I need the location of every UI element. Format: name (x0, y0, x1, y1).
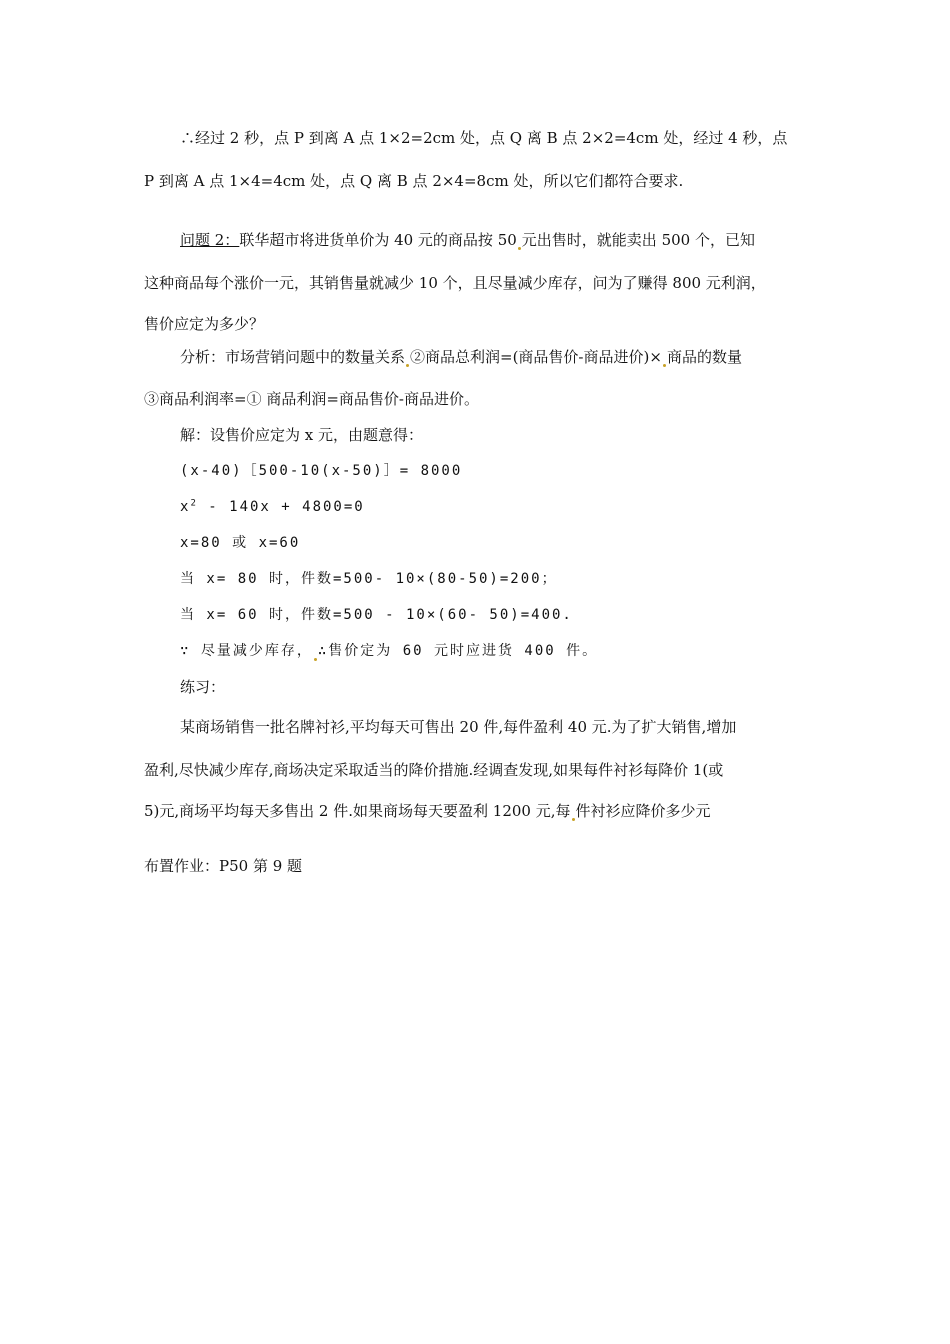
case-1: 当 x= 80 时，件数=500- 10×(80-50)=200； (180, 571, 558, 587)
para1-line2: P 到离 A 点 1×4=4cm 处，点 Q 离 B 点 2×4=8cm 处，所以它们都符合要求. (144, 172, 684, 190)
equation-2-base: x (180, 499, 191, 515)
equation-2 (180, 497, 365, 517)
practice-line2: 盈利,尽快减少库存,商场决定采取适当的降价措施.经调查发现,如果每件衬衫每降价 1(或 (144, 761, 724, 779)
marker-dot (663, 364, 666, 367)
homework: 布置作业：P50 第 9 题 (144, 857, 303, 875)
equation-2-rest: - 140x + 4800=0 (197, 499, 365, 515)
practice-line1: 某商场销售一批名牌衬衫,平均每天可售出 20 件,每件盈利 40 元.为了扩大销售,增加 (180, 718, 737, 736)
analysis-text-a: 分析：市场营销问题中的数量关系 (180, 348, 406, 366)
marker-dot (518, 247, 521, 250)
marker-dot (314, 658, 317, 661)
analysis-line1 (180, 347, 742, 367)
analysis-text-b: ②商品总利润=(商品售价-商品进价)× (410, 348, 662, 366)
problem2-text-b: 元出售时，就能卖出 500 个，已知 (521, 231, 755, 249)
para1-line1: ∴经过 2 秒，点 P 到离 A 点 1×2=2cm 处，点 Q 离 B 点 2×2=4cm 处，经过 4 秒，点 (180, 129, 788, 147)
practice-line3 (144, 801, 711, 821)
practice-label: 练习： (180, 678, 226, 696)
equation-3: x=80 或 x=60 (180, 535, 301, 551)
practice-text-b: 件衬衫应降价多少元 (575, 802, 711, 820)
marker-dot (572, 818, 575, 821)
problem2-line3: 售价应定为多少？ (144, 315, 265, 333)
problem2-text-a: 联华超市将进货单价为 40 元的商品按 50 (239, 231, 517, 249)
conclusion-text-b: ∴售价定为 60 元时应进货 400 件。 (317, 643, 599, 659)
equation-2-exponent: 2 (190, 498, 198, 509)
conclusion (180, 641, 598, 661)
analysis-text-c: 商品的数量 (666, 348, 742, 366)
problem2-label: 问题 2： (180, 231, 240, 249)
problem2-line2: 这种商品每个涨价一元，其销售量就减少 10 个，且尽量减少库存，问为了赚得 800 元利润， (144, 274, 766, 292)
marker-dot (406, 364, 409, 367)
problem2-line1 (180, 230, 755, 250)
practice-text-a: 5)元,商场平均每天多售出 2 件.如果商场每天要盈利 1200 元,每 (144, 802, 571, 820)
case-2: 当 x= 60 时，件数=500 - 10×(60- 50)=400. (180, 607, 573, 623)
analysis-line2: ③商品利润率=① 商品利润=商品售价-商品进价。 (144, 390, 479, 408)
conclusion-text-a: ∵ 尽量减少库存， (180, 643, 313, 659)
solution-intro: 解：设售价应定为 x 元，由题意得： (180, 426, 423, 444)
equation-1: (x-40)［500-10(x-50)］= 8000 (180, 463, 463, 479)
